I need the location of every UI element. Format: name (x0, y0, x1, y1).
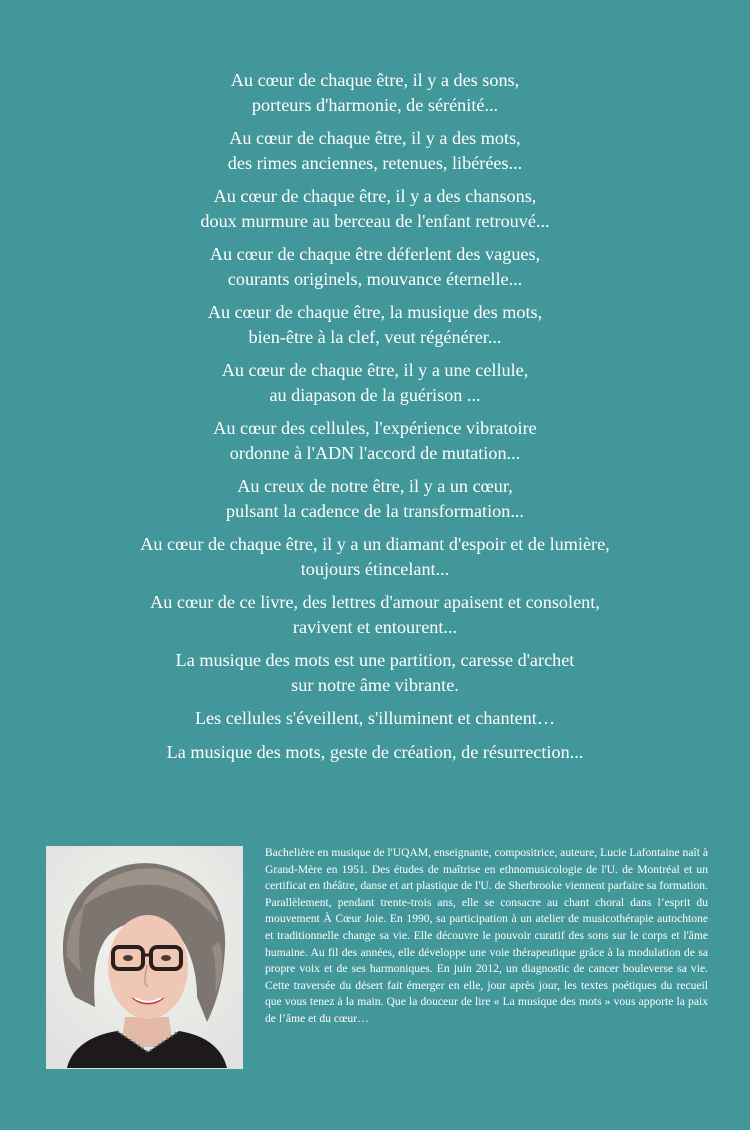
poem-line: Au cœur des cellules, l'expérience vibratoire (213, 418, 537, 438)
poem-line: au diapason de la guérison ... (269, 385, 481, 405)
poem-stanza (0, 590, 750, 640)
poem-stanza (0, 416, 750, 466)
poem-line: Au cœur de chaque être, la musique des mots, (207, 302, 543, 322)
poem-line: Au cœur de chaque être, il y a des chansons, (213, 186, 537, 206)
poem-line: Au cœur de chaque être, il y a une cellule, (221, 360, 529, 380)
poem-line: La musique des mots est une partition, caresse d'archet (175, 650, 575, 670)
poem-stanza (0, 740, 750, 765)
poem-line: toujours étincelant... (300, 559, 450, 579)
poem-line: Au cœur de chaque être, il y a des sons, (230, 70, 520, 90)
poem-stanza (0, 474, 750, 524)
poem-line: pulsant la cadence de la transformation... (226, 501, 524, 521)
poem-line: La musique des mots, geste de création, de résurrection... (166, 742, 584, 762)
poem-line: Les cellules s'éveillent, s'illuminent et chantent… (194, 708, 556, 728)
poem-line: Au cœur de chaque être, il y a un diamant d'espoir et de lumière, (140, 534, 610, 554)
poem-stanza (0, 242, 750, 292)
poem-line: Au creux de notre être, il y a un cœur, (237, 476, 513, 496)
poem-stanza (0, 300, 750, 350)
poem-line: Au cœur de chaque être déferlent des vagues, (209, 244, 541, 264)
poem-line: courants originels, mouvance éternelle... (227, 269, 523, 289)
poem-line: sur notre âme vibrante. (291, 675, 459, 695)
author-portrait-image (47, 847, 242, 1068)
poem-stanza (0, 648, 750, 698)
poem-stanza (0, 706, 750, 731)
poem-line: ordonne à l'ADN l'accord de mutation... (229, 443, 521, 463)
poem-stanza (0, 532, 750, 582)
poem-line: Au cœur de ce livre, des lettres d'amour apaisent et consolent, (150, 592, 600, 612)
poem-stanza (0, 184, 750, 234)
poem-line: doux murmure au berceau de l'enfant retrouvé... (200, 211, 550, 231)
poem-line: bien-être à la clef, veut régénérer... (248, 327, 502, 347)
poem-line: ravivent et entourent... (292, 617, 458, 637)
poem-line: des rimes anciennes, retenues, libérées... (227, 153, 523, 173)
poem-line: porteurs d'harmonie, de sérénité... (251, 95, 499, 115)
poem-stanza (0, 126, 750, 176)
poem (0, 68, 750, 774)
poem-stanza (0, 68, 750, 118)
author-photo (46, 846, 243, 1069)
poem-line: Au cœur de chaque être, il y a des mots, (229, 128, 521, 148)
author-bio: Bachelière en musique de l'UQAM, enseignante, compositrice, auteure, Lucie Lafontaine naît à Grand-Mère en 1951. Des études de maîtrise en ethnomusicologie de l'U. de Montréal et un certificat en théâtre, danse et art plastique de l'U. de Sherbrooke viennent parfaire sa formation. Parallèlement, pendant trente-trois ans, elle se consacre au chant choral dans l’esprit du mouvement À Cœur Joie. En 1990, sa participation à un atelier de musicothérapie autochtone et traditionnelle change sa vie. Elle découvre le pouvoir curatif des sons sur le corps et l'âme humaine. Au fil des années, elle développe une voie thérapeutique grâce à la modulation de sa propre voix et de ses harmoniques. En juin 2012, un diagnostic de cancer bouleverse sa vie. Cette traversée du désert fait émerger en elle, jour après jour, les textes poétiques du recueil que vous tenez à la main. Que la douceur de lire « La musique des mots » vous apporte la paix de l’âme et du cœur… (265, 846, 708, 1025)
poem-stanza (0, 358, 750, 408)
